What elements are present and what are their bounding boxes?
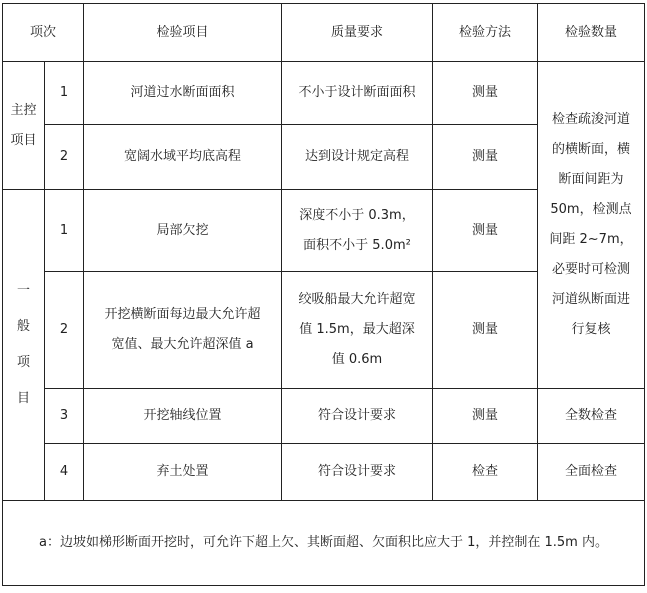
row-no: 4 — [45, 444, 84, 501]
row-method: 检查 — [433, 444, 538, 501]
item-line: 宽值、最大允许超深值 a — [111, 337, 254, 352]
group-label: 主控 — [10, 102, 37, 118]
quality-inspection-table — [2, 3, 645, 586]
row-method: 测量 — [433, 125, 538, 190]
req-line: 值 1.5m，最大超深 — [299, 322, 415, 337]
row-requirement — [282, 272, 433, 389]
req-line: 值 0.6m — [331, 352, 383, 367]
qty-line: 的横断面，横 — [551, 142, 630, 157]
qty-line: 河道纵断面进 — [551, 292, 630, 307]
row-item: 局部欠挖 — [84, 190, 282, 272]
header-item-no: 项次 — [3, 4, 84, 62]
row-item: 宽阔水域平均底高程 — [84, 125, 282, 190]
item-line: 开挖横断面每边最大允许超 — [104, 307, 261, 322]
group-label: 般 — [16, 319, 30, 334]
header-row — [3, 4, 645, 62]
header-requirement: 质量要求 — [282, 4, 433, 62]
req-line: 面积不小于 5.0m² — [303, 237, 411, 253]
qty-line: 50m，检测点 — [550, 202, 632, 217]
row-method: 测量 — [433, 272, 538, 389]
row-no: 1 — [45, 62, 84, 125]
group-main-control — [3, 62, 45, 190]
qty-line: 断面间距为 — [558, 172, 624, 187]
req-line: 绞吸船最大允许超宽 — [298, 292, 416, 307]
qty-line: 行复核 — [571, 322, 611, 337]
row-method: 测量 — [433, 62, 538, 125]
qty-line: 间距 2~7m， — [549, 232, 633, 247]
table-row — [3, 62, 645, 125]
req-line: 深度不小于 0.3m， — [299, 207, 415, 223]
row-requirement: 达到设计规定高程 — [282, 125, 433, 190]
row-no: 3 — [45, 389, 84, 444]
row-requirement: 不小于设计断面面积 — [282, 62, 433, 125]
group-label: 一 — [16, 283, 30, 298]
table-row — [3, 389, 645, 444]
table-row — [3, 444, 645, 501]
note-row — [3, 501, 645, 586]
group-label: 项目 — [10, 132, 37, 148]
row-item: 弃土处置 — [84, 444, 282, 501]
footnote: a：边坡如梯形断面开挖时，可允许下超上欠、其断面超、欠面积比应大于 1，并控制在 1.5m 内。 — [3, 501, 645, 586]
row-no: 2 — [45, 272, 84, 389]
row-item: 河道过水断面面积 — [84, 62, 282, 125]
group-general — [3, 190, 45, 501]
row-method: 测量 — [433, 190, 538, 272]
row-requirement — [282, 190, 433, 272]
qty-line: 检查疏浚河道 — [551, 112, 630, 127]
group-label: 项 — [16, 355, 30, 370]
header-item: 检验项目 — [84, 4, 282, 62]
group-label: 目 — [16, 391, 30, 406]
header-quantity: 检验数量 — [538, 4, 645, 62]
row-requirement: 符合设计要求 — [282, 389, 433, 444]
row-method: 测量 — [433, 389, 538, 444]
shared-quantity — [538, 62, 645, 389]
row-item: 开挖轴线位置 — [84, 389, 282, 444]
row-no: 1 — [45, 190, 84, 272]
row-no: 2 — [45, 125, 84, 190]
row-item — [84, 272, 282, 389]
row-quantity: 全数检查 — [538, 389, 645, 444]
qty-line: 必要时可检测 — [551, 262, 630, 277]
row-quantity: 全面检查 — [538, 444, 645, 501]
header-method: 检验方法 — [433, 4, 538, 62]
row-requirement: 符合设计要求 — [282, 444, 433, 501]
